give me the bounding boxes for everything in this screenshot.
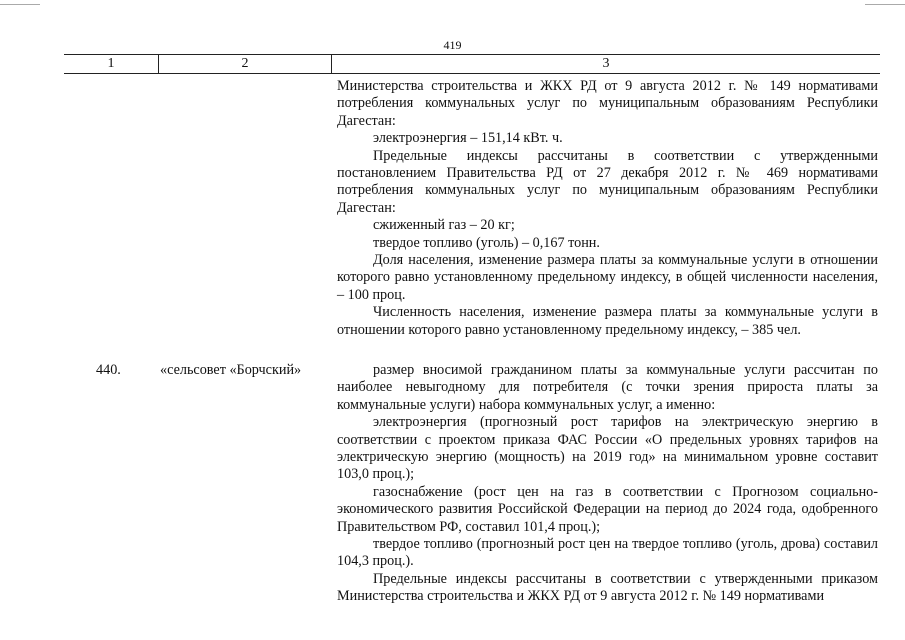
- scan-edge-line-right: [865, 4, 905, 5]
- page-number: 419: [443, 38, 462, 52]
- table-header-col-2: 2: [159, 55, 332, 73]
- row-440-paragraph: размер вносимой гражданином платы за коммунальные услуги рассчитан по наиболее невыгодному для потребителя (с точки зрения прироста платы за коммунальные услуги) набора коммунальных услуг, а именно:: [337, 362, 878, 413]
- section-a-paragraph: электроэнергия – 151,14 кВт. ч.: [373, 130, 563, 147]
- section-a-paragraph: Доля населения, изменение размера платы за коммунальные услуги в отношении которого равно установленному предельному индексу, в общей численности населения, – 100 проц.: [337, 252, 878, 303]
- section-a-text: [337, 78, 878, 339]
- table-header-col-1: 1: [64, 55, 159, 73]
- row-440-municipality: «сельсовет «Борчский»: [160, 362, 302, 378]
- table-header-col-3: 3: [602, 56, 610, 71]
- section-a-paragraph: Численность населения, изменение размера платы за коммунальные услуги в отношении которого равно установленному предельному индексу, – 385 чел.: [337, 304, 878, 338]
- section-a-paragraph: сжиженный газ – 20 кг;: [373, 217, 515, 234]
- table-header-row: [64, 54, 880, 74]
- section-a-paragraph: твердое топливо (уголь) – 0,167 тонн.: [373, 234, 600, 251]
- row-440-paragraph: твердое топливо (прогнозный рост цен на твердое топливо (уголь, дрова) составил 104,3 проц.).: [337, 536, 878, 570]
- row-440-text: [337, 362, 878, 606]
- row-440-number: 440.: [96, 362, 121, 378]
- section-a-paragraph: Министерства строительства и ЖКХ РД от 9 августа 2012 г. № 149 нормативами потребления коммунальных услуг по муниципальным образованиям Республики Дагестан:: [337, 78, 878, 129]
- row-440-paragraph: Предельные индексы рассчитаны в соответствии с утвержденными приказом Министерства строительства и ЖКХ РД от 9 августа 2012 г. № 149 нормативами: [337, 570, 878, 605]
- section-a-paragraph: Предельные индексы рассчитаны в соответствии с утвержденными постановлением Правительства РД от 27 декабря 2012 г. № 469 нормативами потребления коммунальных услуг по муниципальным образованиям Республики Дагестан:: [337, 147, 878, 216]
- row-440-paragraph: газоснабжение (рост цен на газ в соответствии с Прогнозом социально-экономического развития Российской Федерации на период до 2024 года, одобренного Правительством РФ, составил 101,4 проц.);: [337, 483, 878, 535]
- scan-edge-line-left: [0, 4, 40, 5]
- row-440-paragraph: электроэнергия (прогнозный рост тарифов на электрическую энергию в соответствии с проектом приказа ФАС России «О предельных уровнях тарифов на электрическую энергию (мощность) на 2019 год» на минимальном уровне составит 103,0 проц.);: [337, 414, 878, 483]
